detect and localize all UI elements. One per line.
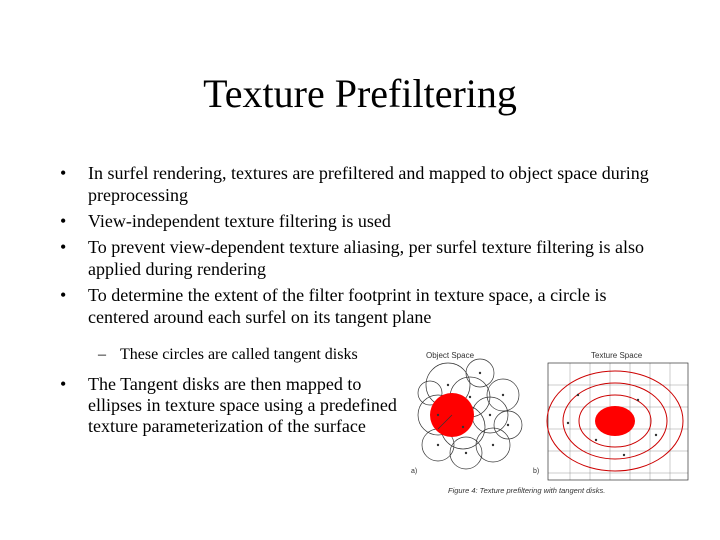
sub-bullet-marker: – (98, 346, 106, 363)
panel-b-label: b) (533, 468, 540, 475)
slide-title: Texture Prefiltering (203, 71, 517, 116)
bullet-item (60, 374, 410, 437)
bullet-text: To determine the extent of the filter footprint in texture space, a circle is centered around each surfel on its tangent plane (88, 285, 607, 327)
bullet-marker: • (60, 211, 67, 231)
bullet-marker: • (60, 374, 67, 394)
bullet-list (60, 162, 670, 332)
texture-prefiltering-figure (408, 345, 690, 500)
bullet-item (60, 210, 670, 232)
bullet-item (60, 236, 670, 280)
bullet-text: In surfel rendering, textures are prefiltered and mapped to object space during preprocessing (88, 163, 649, 205)
bullet-text: To prevent view-dependent texture aliasing, per surfel texture filtering is also applied during rendering (88, 237, 645, 279)
figure-caption: Figure 4: Texture prefiltering with tangent disks. (448, 486, 606, 495)
bullet-text: The Tangent disks are then mapped to ellipses in texture space using a predefined texture parameterization of the surface (88, 374, 397, 436)
bullet-marker: • (60, 237, 67, 257)
bullet-text: View-independent texture filtering is used (88, 211, 391, 231)
object-space-label: Object Space (426, 351, 475, 360)
bullet-marker: • (60, 285, 67, 305)
sub-bullet-text: These circles are called tangent disks (120, 346, 358, 363)
texture-space-label: Texture Space (591, 351, 643, 360)
bullet-item (60, 162, 670, 206)
bullet-item (60, 284, 670, 328)
sub-bullet (98, 346, 358, 364)
panel-a-label: a) (411, 468, 418, 475)
bullet-marker: • (60, 163, 67, 183)
highlighted-footprint-ellipse (595, 406, 635, 436)
